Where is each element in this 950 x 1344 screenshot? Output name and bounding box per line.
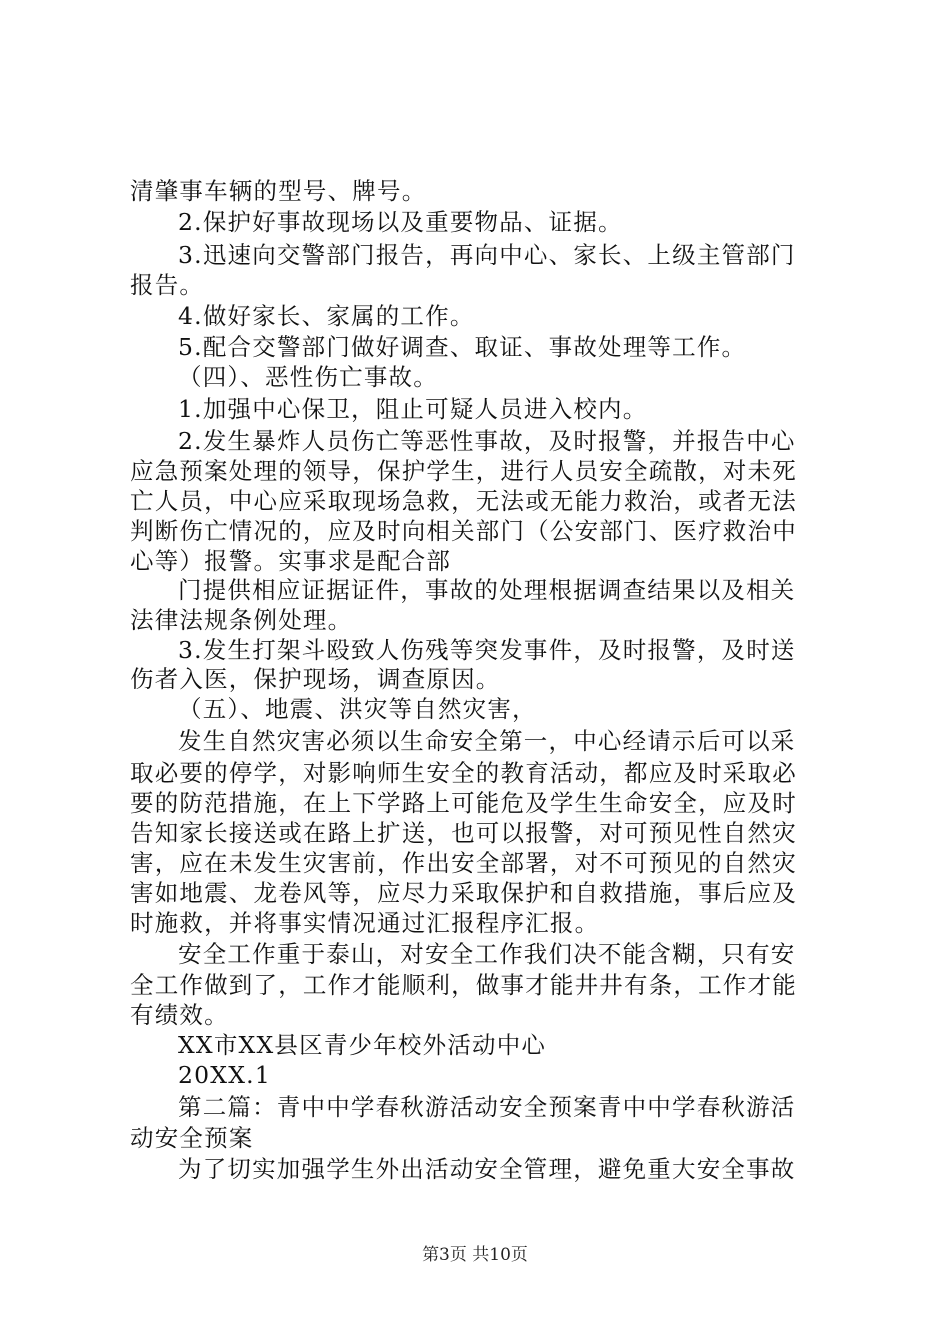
text-line: 清肇事车辆的型号、牌号。 (130, 177, 427, 205)
text-line: 动安全预案 (130, 1124, 254, 1152)
text-line: 1.加强中心保卫，阻止可疑人员进入校内。 (178, 395, 648, 423)
text-line: 安全工作重于泰山，对安全工作我们决不能含糊，只有安 (178, 940, 796, 968)
text-line: 为了切实加强学生外出活动安全管理，避免重大安全事故 (178, 1155, 796, 1183)
text-line: 2.发生暴炸人员伤亡等恶性事故，及时报警，并报告中心 (178, 427, 796, 455)
text-line: 报告。 (130, 271, 205, 299)
text-line: 2.保护好事故现场以及重要物品、证据。 (178, 208, 623, 236)
text-line: 伤者入医，保护现场，调查原因。 (130, 665, 501, 693)
text-line: 害如地震、龙卷风等，应尽力采取保护和自救措施，事后应及 (130, 879, 797, 907)
text-line: 3.发生打架斗殴致人伤残等突发事件，及时报警，及时送 (178, 636, 796, 664)
text-line: 心等）报警。实事求是配合部 (130, 547, 452, 575)
text-line: 害，应在未发生灾害前，作出安全部署，对不可预见的自然灾 (130, 849, 797, 877)
text-line: 告知家长接送或在路上扩送，也可以报警，对可预见性自然灾 (130, 819, 797, 847)
text-line: 应急预案处理的领导，保护学生，进行人员安全疏散，对未死 (130, 457, 797, 485)
text-line: 判断伤亡情况的，应及时向相关部门（公安部门、医疗救治中 (130, 517, 797, 545)
text-line: 取必要的停学，对影响师生安全的教育活动，都应及时采取必 (130, 759, 797, 787)
organization-line: XX市XX县区青少年校外活动中心 (178, 1031, 547, 1059)
text-line: 4.做好家长、家属的工作。 (178, 302, 475, 330)
text-line: 有绩效。 (130, 1001, 229, 1029)
text-line: 要的防范措施，在上下学路上可能危及学生生命安全，应及时 (130, 789, 797, 817)
text-line: 3.迅速向交警部门报告，再向中心、家长、上级主管部门 (178, 241, 796, 269)
text-line: 亡人员，中心应采取现场急救，无法或无能力救治，或者无法 (130, 487, 797, 515)
text-line: 法律法规条例处理。 (130, 606, 353, 634)
text-line: 门提供相应证据证件，事故的处理根据调查结果以及相关 (178, 576, 796, 604)
date-line: 20XX.1 (178, 1061, 271, 1089)
text-line: 5.配合交警部门做好调查、取证、事故处理等工作。 (178, 333, 747, 361)
section-heading: （四）、恶性伤亡事故。 (178, 363, 438, 391)
text-line: 时施救，并将事实情况通过汇报程序汇报。 (130, 909, 600, 937)
section-heading: 第二篇：青中中学春秋游活动安全预案青中中学春秋游活 (178, 1093, 796, 1121)
page-number-footer: 第3页 共10页 (422, 1245, 528, 1265)
section-heading: （五）、地震、洪灾等自然灾害， (178, 695, 537, 723)
text-line: 发生自然灾害必须以生命安全第一，中心经请示后可以采 (178, 727, 796, 755)
text-line: 全工作做到了，工作才能顺利，做事才能井井有条，工作才能 (130, 971, 797, 999)
